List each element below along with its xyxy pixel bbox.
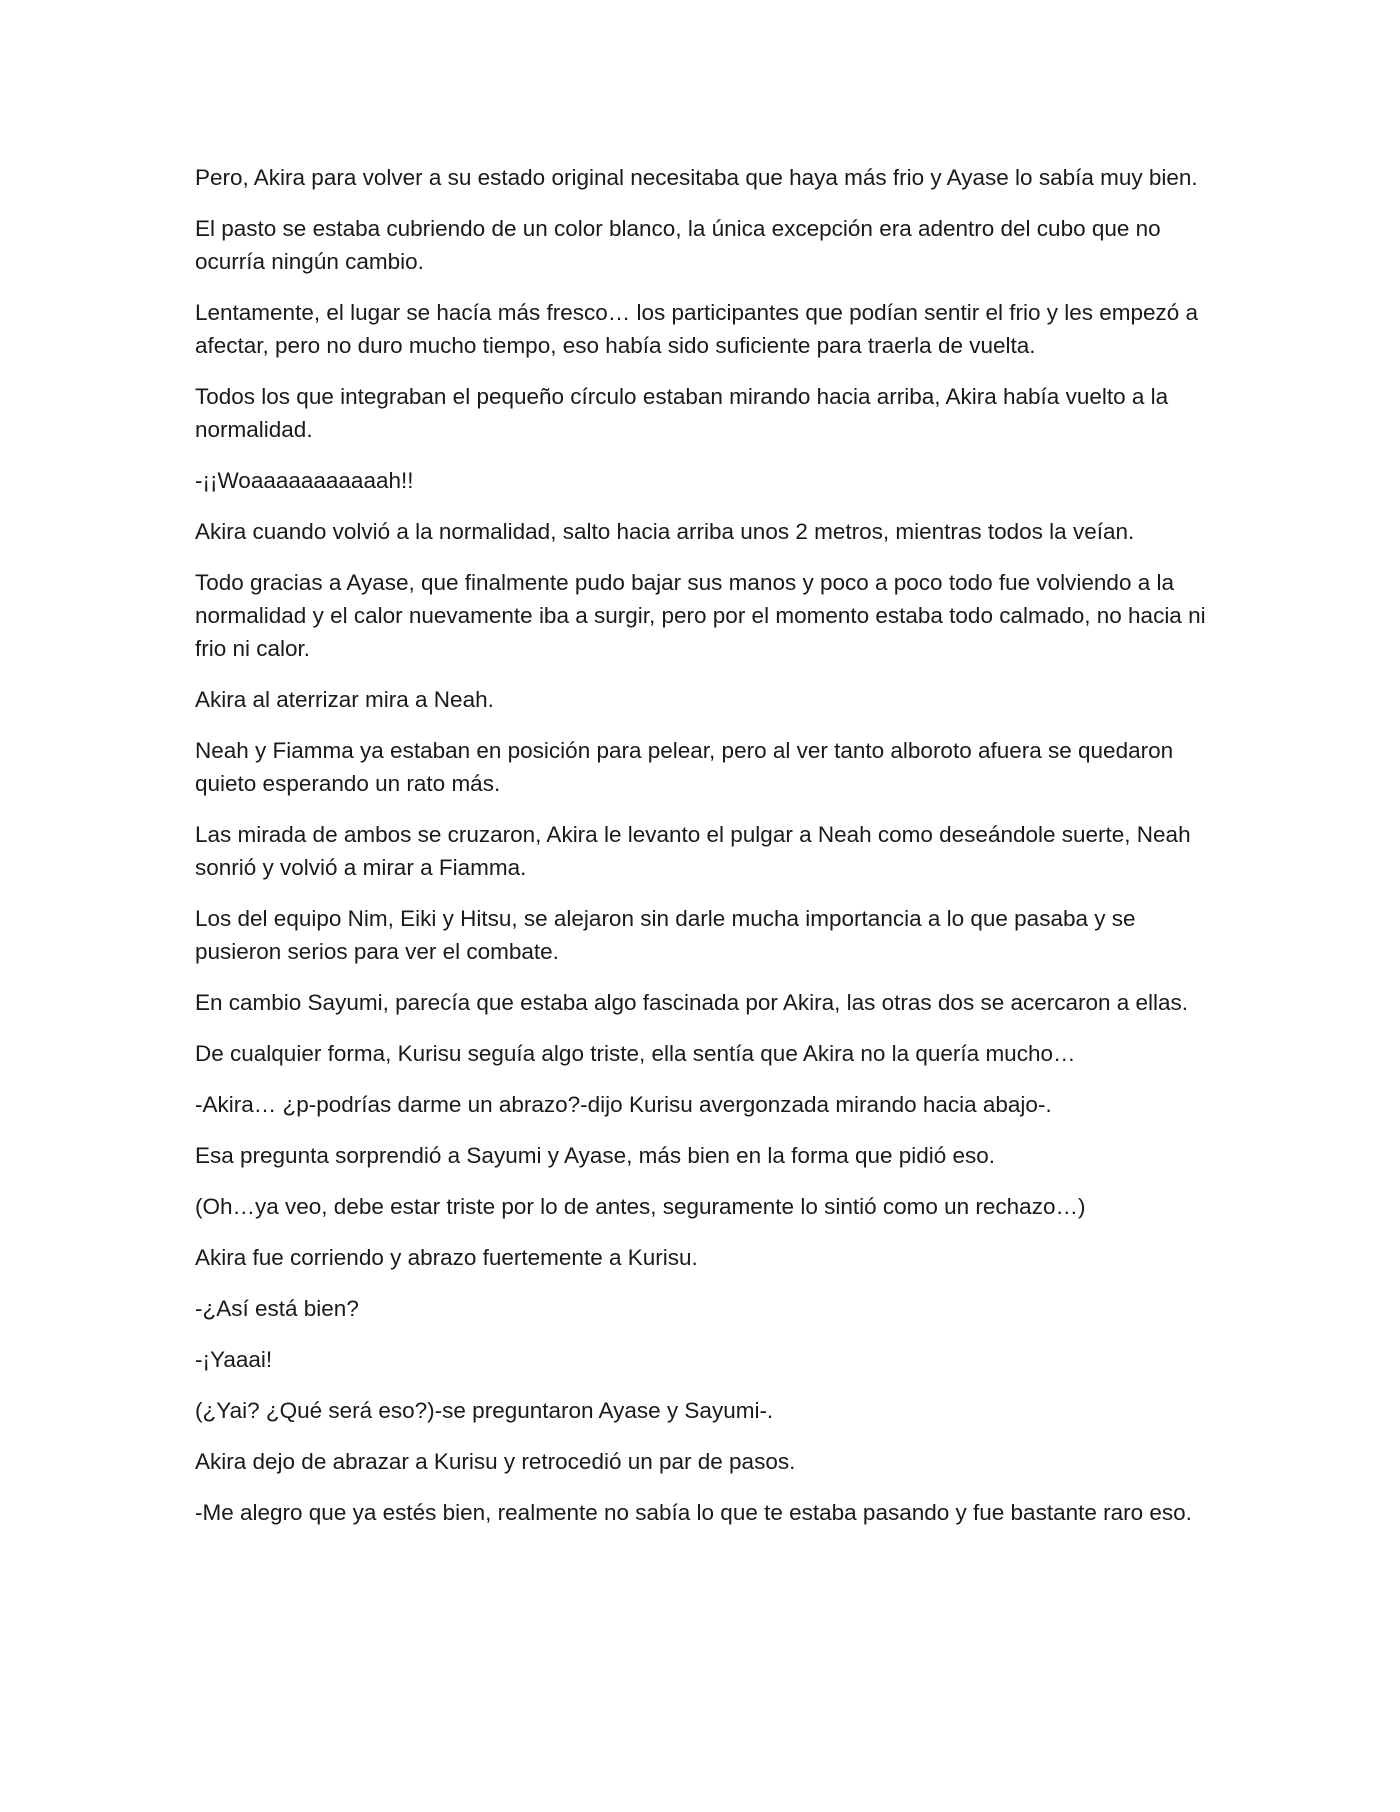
- paragraph: -Akira… ¿p-podrías darme un abrazo?-dijo Kurisu avergonzada mirando hacia abajo-.: [195, 1092, 1052, 1117]
- paragraph: -Me alegro que ya estés bien, realmente no sabía lo que te estaba pasando y fue bastante raro eso.: [195, 1500, 1192, 1525]
- paragraph: Neah y Fiamma ya estaban en posición para pelear, pero al ver tanto alboroto afuera se quedaron quieto esperando un rato más.: [195, 738, 1174, 796]
- paragraph: -¡¡Woaaaaaaaaaaah!!: [195, 468, 414, 493]
- paragraph: De cualquier forma, Kurisu seguía algo triste, ella sentía que Akira no la quería mucho…: [195, 1041, 1076, 1066]
- paragraph: Las mirada de ambos se cruzaron, Akira le levanto el pulgar a Neah como deseándole suerte, Neah sonrió y volvió a mirar a Fiamma.: [195, 822, 1191, 880]
- paragraph: Akira fue corriendo y abrazo fuertemente a Kurisu.: [195, 1245, 698, 1270]
- paragraph: Esa pregunta sorprendió a Sayumi y Ayase, más bien en la forma que pidió eso.: [195, 1143, 996, 1168]
- paragraph: Los del equipo Nim, Eiki y Hitsu, se alejaron sin darle mucha importancia a lo que pasaba y se pusieron serios para ver el combate.: [195, 906, 1136, 964]
- paragraph: Akira dejo de abrazar a Kurisu y retrocedió un par de pasos.: [195, 1449, 796, 1474]
- paragraph: -¿Así está bien?: [195, 1296, 359, 1321]
- paragraph: Todos los que integraban el pequeño círculo estaban mirando hacia arriba, Akira había vuelto a la normalidad.: [195, 384, 1169, 442]
- document-page: [195, 161, 1210, 1547]
- paragraph: El pasto se estaba cubriendo de un color blanco, la única excepción era adentro del cubo que no ocurría ningún cambio.: [195, 216, 1161, 274]
- paragraph: (¿Yai? ¿Qué será eso?)-se preguntaron Ayase y Sayumi-.: [195, 1398, 774, 1423]
- paragraph: En cambio Sayumi, parecía que estaba algo fascinada por Akira, las otras dos se acercaron a ellas.: [195, 990, 1189, 1015]
- paragraph: Todo gracias a Ayase, que finalmente pudo bajar sus manos y poco a poco todo fue volviendo a la normalidad y el calor nuevamente iba a surgir, pero por el momento estaba todo calmado, no hacia ni frio ni calor.: [195, 570, 1206, 661]
- paragraph: (Oh…ya veo, debe estar triste por lo de antes, seguramente lo sintió como un rechazo…): [195, 1194, 1086, 1219]
- paragraph: Pero, Akira para volver a su estado original necesitaba que haya más frio y Ayase lo sabía muy bien.: [195, 165, 1198, 190]
- paragraph: Akira al aterrizar mira a Neah.: [195, 687, 494, 712]
- paragraph: Akira cuando volvió a la normalidad, salto hacia arriba unos 2 metros, mientras todos la veían.: [195, 519, 1135, 544]
- paragraph: -¡Yaaai!: [195, 1347, 273, 1372]
- paragraph: Lentamente, el lugar se hacía más fresco… los participantes que podían sentir el frio y les empezó a afectar, pero no duro mucho tiempo, eso había sido suficiente para traerla de vuelta.: [195, 300, 1199, 358]
